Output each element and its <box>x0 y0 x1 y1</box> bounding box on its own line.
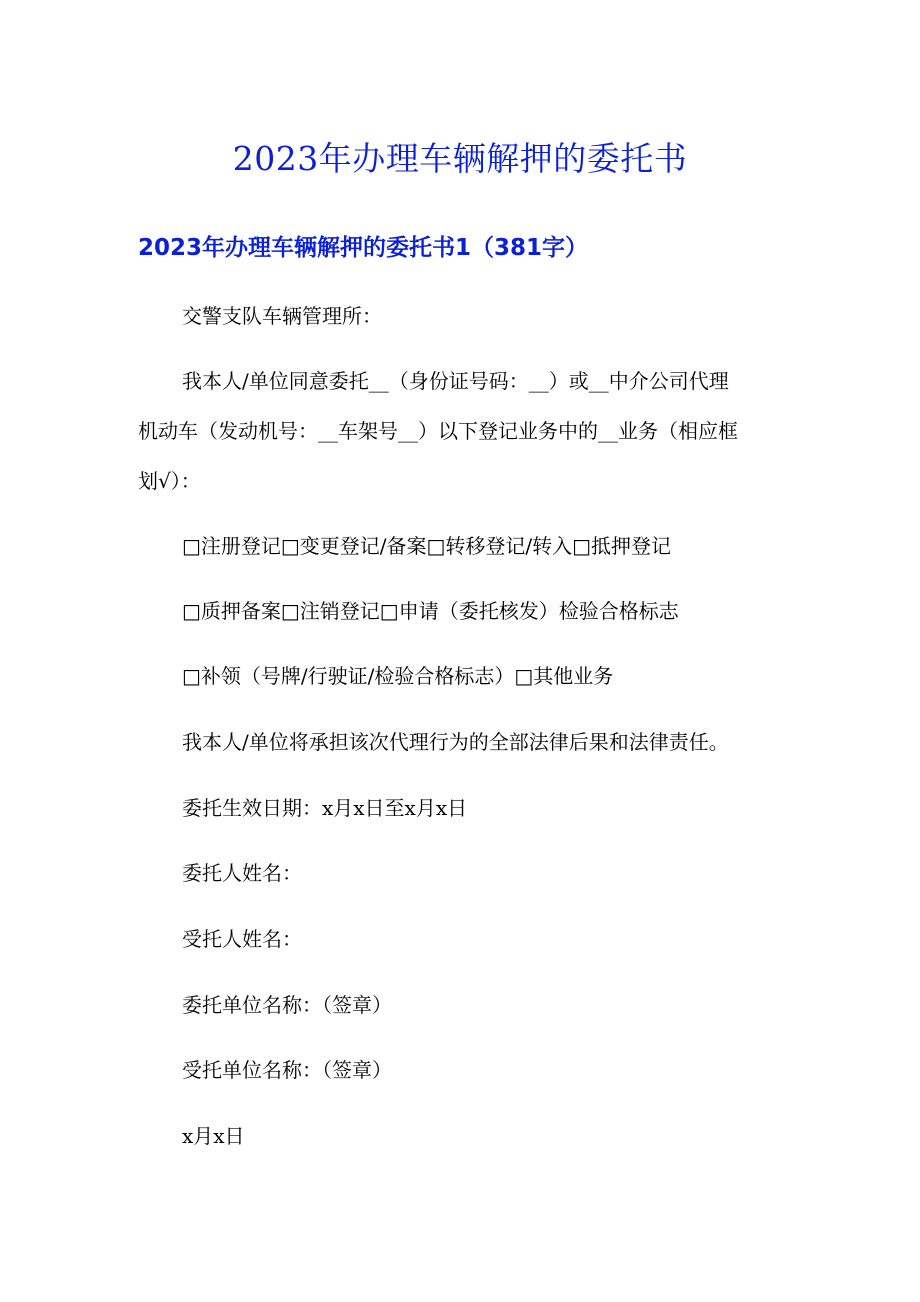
section-heading: 2023年办理车辆解押的委托书1（381字） <box>138 235 589 261</box>
agent-name: 受托人姓名： <box>182 927 302 951</box>
signature-date: x月x日 <box>182 1124 245 1148</box>
option-line-3: □补领（号牌/行驶证/检验合格标志）□其他业务 <box>182 664 614 688</box>
effective-date: 委托生效日期：x月x日至x月x日 <box>182 796 468 820</box>
option-line-1: □注册登记□变更登记/备案□转移登记/转入□抵押登记 <box>182 534 672 558</box>
principal-name: 委托人姓名： <box>182 861 302 885</box>
authorization-line-1: 我本人/单位同意委托__（身份证号码：__）或__中介公司代理 <box>182 369 729 393</box>
agent-unit: 受托单位名称：（签章） <box>182 1058 392 1082</box>
responsibility-statement: 我本人/单位将承担该次代理行为的全部法律后果和法律责任。 <box>182 730 729 754</box>
authorization-line-3: 划√）： <box>138 469 201 493</box>
document-title: 2023年办理车辆解押的委托书 <box>232 139 688 178</box>
option-line-2: □质押备案□注销登记□申请（委托核发）检验合格标志 <box>182 599 679 623</box>
salutation: 交警支队车辆管理所： <box>182 304 382 328</box>
authorization-line-2: 机动车（发动机号：__车架号__）以下登记业务中的__业务（相应框 <box>138 419 738 443</box>
principal-unit: 委托单位名称：（签章） <box>182 993 392 1017</box>
authorization-paragraph <box>138 356 788 506</box>
